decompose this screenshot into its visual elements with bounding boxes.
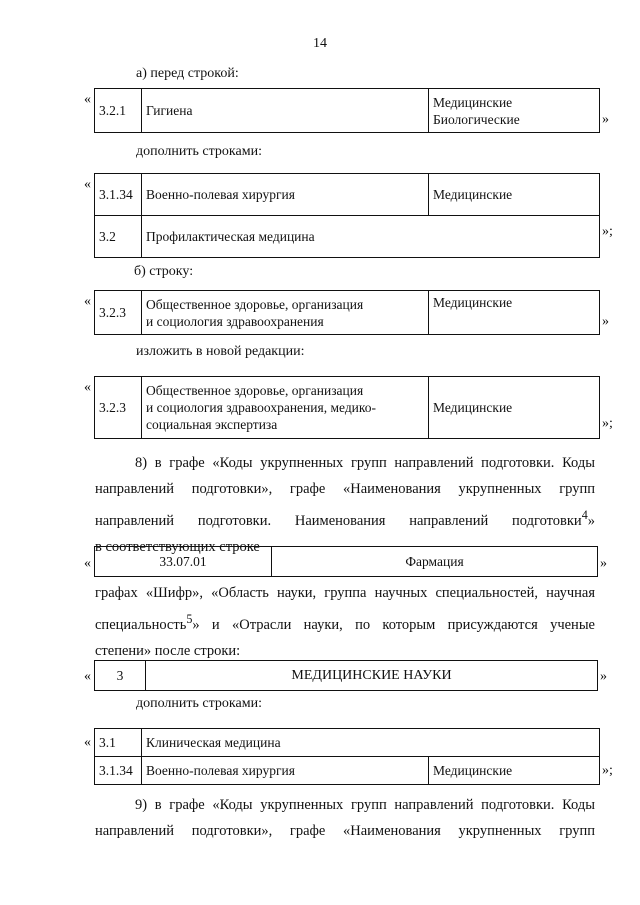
name-line: и социология здравоохранения, медико- [146, 400, 377, 415]
table-added-rows-2 [94, 728, 600, 785]
quote-open: « [84, 380, 91, 395]
quote-close: » [600, 669, 607, 684]
para-line: графах «Шифр», «Область науки, группа научных специальностей, научная [95, 585, 595, 601]
name-cell [142, 291, 429, 335]
name-cell: Военно-полевая хирургия [142, 757, 429, 785]
field-cell: Медицинские [429, 377, 600, 439]
name-cell: Профилактическая медицина [142, 216, 600, 258]
quote-close: » [600, 556, 607, 571]
quote-open: « [84, 92, 91, 107]
quote-close: » [602, 112, 609, 127]
table-row-pharmacy [94, 546, 598, 577]
field-cell: Медицинские [429, 757, 600, 785]
para-line: 9) в графе «Коды укрупненных групп направлений подготовки. Коды [135, 797, 595, 813]
table-row [95, 757, 600, 785]
quote-close-semicolon: »; [602, 763, 613, 778]
section-b-label: б) строку: [134, 264, 194, 279]
code-cell: 3.1 [95, 729, 142, 757]
footnote-ref: 4 [581, 508, 588, 522]
code-cell: 3.1.34 [95, 757, 142, 785]
field-line: Медицинские [433, 94, 513, 110]
name-cell: Фармация [272, 547, 598, 577]
code-cell: 3.1.34 [95, 174, 142, 216]
code-cell: 3.2.1 [95, 89, 142, 133]
para-line: специальность [95, 616, 187, 633]
new-edition-label: изложить в новой редакции: [136, 344, 305, 359]
quote-open: « [84, 177, 91, 192]
field-cell [429, 89, 600, 133]
quote-open: « [84, 294, 91, 309]
para-line: направлений подготовки. Наименования направлений подготовки [95, 512, 582, 529]
field-cell: Медицинские [429, 291, 600, 335]
add-rows-label: дополнить строками: [136, 144, 262, 159]
footnote-ref: 5 [186, 612, 193, 626]
quote-open: « [84, 556, 91, 571]
table-row-public-health-new [94, 376, 600, 439]
quote-close-semicolon: »; [602, 416, 613, 431]
para-line: в соответствующих строке [95, 538, 260, 555]
name-cell: МЕДИЦИНСКИЕ НАУКИ [146, 661, 598, 691]
name-line: Общественное здоровье, организация [146, 383, 364, 398]
table-row [95, 174, 600, 216]
table-row-public-health-old [94, 290, 600, 335]
quote-close-semicolon: »; [602, 224, 613, 239]
para-line: степени» после строки: [95, 642, 241, 659]
quote-open: « [84, 669, 91, 684]
field-line: Биологические [433, 111, 520, 127]
quote-close: » [602, 314, 609, 329]
table-added-rows [94, 173, 600, 258]
para-line: 8) в графе «Коды укрупненных групп направлений подготовки. Коды [135, 455, 595, 471]
table-row [95, 729, 600, 757]
table-row [95, 216, 600, 258]
code-cell: 3 [95, 661, 146, 691]
para-line: направлений подготовки», графе «Наименования укрупненных групп [95, 823, 595, 839]
name-line: и социология здравоохранения [146, 313, 324, 329]
code-cell: 3.2.3 [95, 291, 142, 335]
name-cell: Гигиена [142, 89, 429, 133]
add-rows-label: дополнить строками: [136, 696, 262, 711]
para-line: направлений подготовки», графе «Наименования укрупненных групп [95, 481, 595, 497]
paragraph-8: 8) в графе «Коды укрупненных групп направлений подготовки. Коды направлений подготовки», графе «Наименования укрупненных групп направлений подготовки. Наименования направлений подготовки$^4$» в соответствующих строке [95, 450, 595, 560]
code-cell: 33.07.01 [95, 547, 272, 577]
table-row-medical-sciences [94, 660, 598, 691]
quote-open: « [84, 735, 91, 750]
code-cell: 3.2.3 [95, 377, 142, 439]
table-row-gigiena [94, 88, 600, 133]
paragraph-columns: графах «Шифр», «Область науки, группа научных специальностей, научная специальность$^5$» и «Отрасли науки, по которым присуждаются ученые степени» после строки: [95, 580, 595, 664]
code-cell: 3.2 [95, 216, 142, 258]
section-a-label: а) перед строкой: [136, 66, 239, 81]
field-cell: Медицинские [429, 174, 600, 216]
name-line: Общественное здоровье, организация [146, 296, 364, 312]
name-cell: Клиническая медицина [142, 729, 600, 757]
paragraph-9 [95, 792, 595, 844]
page-number: 14 [313, 36, 327, 51]
name-cell [142, 377, 429, 439]
name-cell: Военно-полевая хирургия [142, 174, 429, 216]
name-line: социальная экспертиза [146, 417, 278, 432]
